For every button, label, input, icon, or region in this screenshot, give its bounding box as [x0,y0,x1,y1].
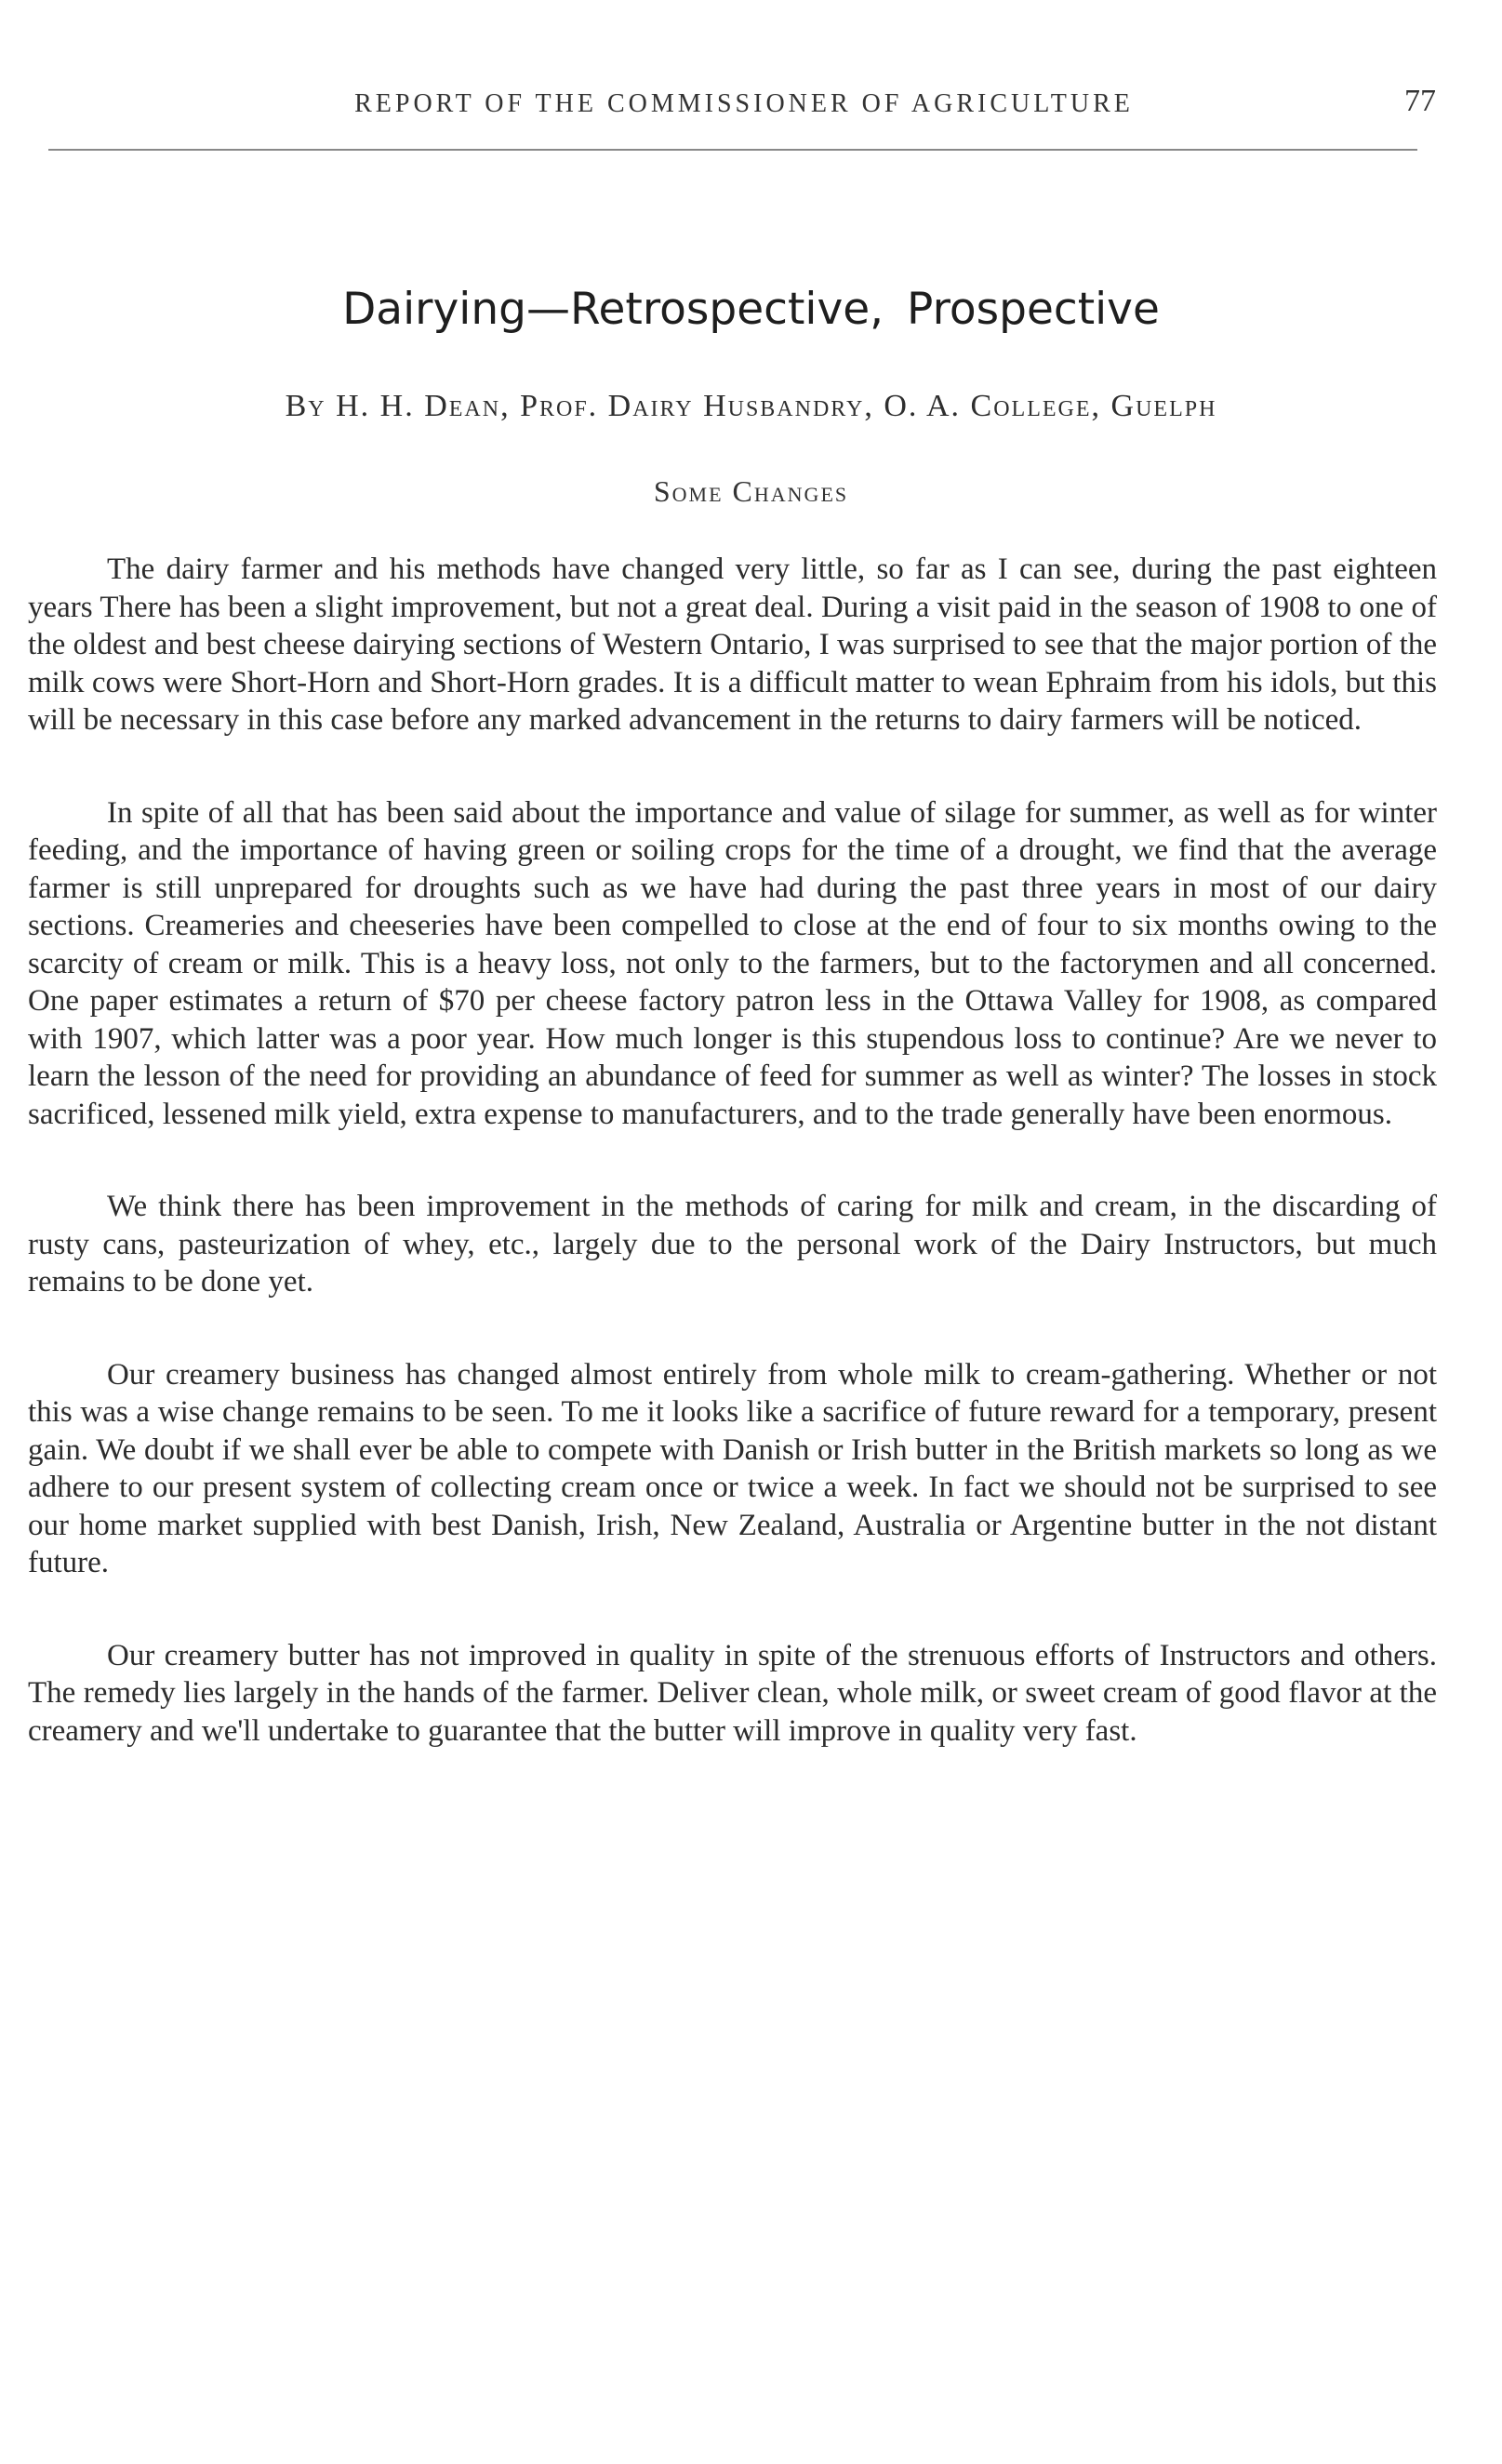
paragraph-4: Our creamery business has changed almost entirely from whole milk to cream-gathering. Whether or not this was a wise change remains to be seen. To me it looks like a sacrifice of future reward for a temporary, present gain. We doubt if we shall ever be able to compete with Danish or Irish butter in the British markets so long as we adhere to our present system of collecting cream once or twice a week. In fact we should not be surprised to see our home market supplied with best Danish, Irish, New Zealand, Australia or Argentine butter in the not distant future. [28,1357,1437,1579]
paragraph-2: In spite of all that has been said about the importance and value of silage for summer, as well as for winter feeding, and the importance of having green or soiling crops for the time of a drought, we find that the average farmer is still unprepared for droughts such as we have had during the past three years in most of our dairy sections. Creameries and cheeseries have been compelled to close at the end of four to six months owing to the scarcity of cream or milk. This is a heavy loss, not only to the farmers, but to the factorymen and all concerned. One paper estimates a return of $70 per cheese factory patron less in the Ottawa Valley for 1908, as compared with 1907, which latter was a poor year. How much longer is this stupendous loss to continue? Are we never to learn the lesson of the need for providing an abundance of feed for summer as well as winter? The losses in stock sacrificed, lessened milk yield, extra expense to manufacturers, and to the trade generally have been enormous. [28,795,1437,1131]
header-rule [48,149,1417,151]
page-number: 77 [1404,84,1436,118]
running-head: REPORT OF THE COMMISSIONER OF AGRICULTURE [354,89,1134,118]
article-title: Dairying—Retrospective, Prospective [342,284,1160,335]
paragraph-1: The dairy farmer and his methods have changed very little, so far as I can see, during the past eighteen years There has been a slight improvement, but not a great deal. During a visit paid in the season of 1908 to one of the oldest and best cheese dairying sections of Western Ontario, I was surprised to see that the major portion of the milk cows were Short-Horn and Short-Horn grades. It is a difficult matter to wean Ephraim from his idols, but this will be necessary in this case before any marked advancement in the returns to dairy farmers will be noticed. [28,553,1437,737]
section-heading: Some Changes [653,474,849,508]
paragraph-5: Our creamery butter has not improved in quality in spite of the strenuous efforts of Instructors and others. The remedy lies largely in the hands of the farmer. Deliver clean, whole milk, or sweet cream of good flavor at the creamery and we'll undertake to guarantee that the butter will improve in quality very fast. [28,1638,1437,1748]
paragraph-3: We think there has been improvement in the methods of caring for milk and cream, in the discarding of rusty cans, pasteurization of whey, etc., largely due to the personal work of the Dairy Instructors, but much remains to be done yet. [28,1190,1437,1299]
article-byline: By H. H. Dean, Prof. Dairy Husbandry, O. A. College, Guelph [285,389,1217,423]
article-body [28,551,1437,1805]
